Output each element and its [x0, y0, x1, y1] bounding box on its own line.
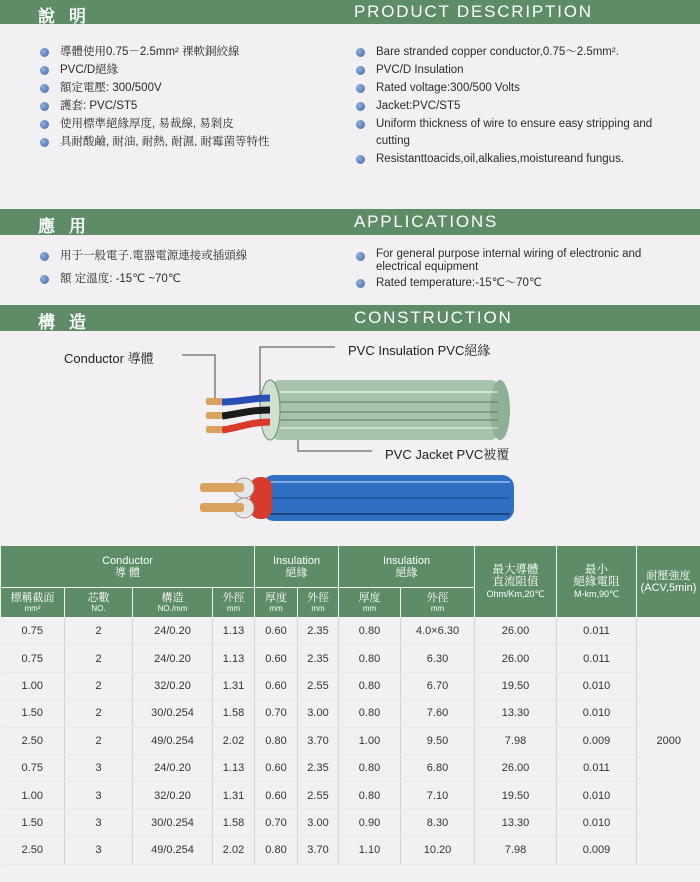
table-cell: 3: [65, 754, 133, 781]
bullet-icon: [40, 138, 49, 147]
table-cell: 0.60: [255, 645, 298, 672]
applications-header: [0, 209, 700, 235]
bullet-icon: [40, 84, 49, 93]
bullet-icon: [40, 66, 49, 75]
table-cell: 26.00: [475, 754, 557, 781]
table-cell: 2: [65, 727, 133, 754]
construction-heading-en: CONSTRUCTION: [354, 308, 513, 327]
table-row: [1, 618, 700, 645]
voltage-value: 2000: [637, 618, 700, 865]
spec-table-body: [1, 618, 700, 865]
table-cell: 2: [65, 645, 133, 672]
bullet-icon: [40, 120, 49, 129]
table-cell: 7.10: [401, 782, 475, 809]
table-row: [1, 782, 700, 809]
table-cell: 2.35: [298, 754, 339, 781]
table-cell: 3.70: [298, 727, 339, 754]
table-cell: 2.02: [213, 837, 255, 864]
list-item: 額 定溫度: -15℃ ~70℃: [40, 271, 330, 288]
table-cell: 0.60: [255, 672, 298, 699]
table-cell: 0.60: [255, 754, 298, 781]
table-cell: 30/0.254: [133, 700, 213, 727]
table-cell: 0.80: [339, 618, 401, 645]
table-cell: 3: [65, 837, 133, 864]
table-cell: 1.13: [213, 754, 255, 781]
table-row: [1, 809, 700, 836]
applications-list-en: [356, 248, 686, 293]
table-cell: 0.75: [1, 618, 65, 645]
table-row: [1, 672, 700, 699]
max-resistance-header: 最大導體 直流阻值 Ohm/Km,20℃: [475, 546, 557, 618]
table-cell: 0.009: [557, 727, 637, 754]
list-item: 導體使用0.75－2.5mm² 裸軟銅絞線: [40, 44, 330, 61]
jacket-label: PVC Jacket PVC被覆: [385, 447, 510, 462]
bullet-icon: [40, 102, 49, 111]
cable-diagram: [0, 332, 700, 542]
construction-header: [0, 305, 700, 331]
table-cell: 19.50: [475, 672, 557, 699]
table-cell: 32/0.20: [133, 782, 213, 809]
applications-heading-en: APPLICATIONS: [354, 212, 499, 231]
table-cell: 0.75: [1, 645, 65, 672]
table-cell: 32/0.20: [133, 672, 213, 699]
table-cell: 0.010: [557, 809, 637, 836]
table-cell: 1.50: [1, 809, 65, 836]
table-cell: 0.80: [255, 837, 298, 864]
conductor-group-header: Conductor 導 體: [1, 546, 255, 588]
bullet-icon: [356, 84, 365, 93]
sub-header: 芯數 NO.: [65, 588, 133, 618]
bullet-icon: [40, 275, 49, 284]
table-cell: 0.60: [255, 618, 298, 645]
table-cell: 0.60: [255, 782, 298, 809]
bullet-icon: [356, 155, 365, 164]
min-insulation-header: 最小 絕緣電阻 M-km,90℃: [557, 546, 637, 618]
list-item: Bare stranded copper conductor,0.75～2.5mm².: [356, 44, 686, 61]
table-cell: 13.30: [475, 700, 557, 727]
list-item: 護套: PVC/ST5: [40, 98, 330, 115]
table-cell: 24/0.20: [133, 754, 213, 781]
table-cell: 1.00: [1, 672, 65, 699]
table-cell: 24/0.20: [133, 618, 213, 645]
table-cell: 3.00: [298, 700, 339, 727]
table-cell: 0.80: [339, 672, 401, 699]
description-header: [0, 0, 700, 27]
description-list-zh: [40, 44, 330, 152]
list-item: Uniform thickness of wire to ensure easy stripping and cutting: [356, 116, 686, 150]
sub-header: 外徑 mm: [213, 588, 255, 618]
table-cell: 26.00: [475, 645, 557, 672]
list-item: For general purpose internal wiring of electronic and electrical equipment: [356, 248, 686, 274]
table-cell: 30/0.254: [133, 809, 213, 836]
table-cell: 2.55: [298, 782, 339, 809]
table-cell: 13.30: [475, 809, 557, 836]
table-cell: 0.80: [339, 700, 401, 727]
list-item: 用于一般電子.電器電源連接或插頭線: [40, 248, 330, 265]
table-cell: 2.50: [1, 727, 65, 754]
applications-heading-zh: 應用: [38, 217, 100, 237]
description-heading-en: PRODUCT DESCRIPTION: [354, 2, 593, 21]
bullet-icon: [40, 252, 49, 261]
list-item: Jacket:PVC/ST5: [356, 98, 686, 115]
bullet-icon: [356, 66, 365, 75]
table-cell: 0.90: [339, 809, 401, 836]
table-cell: 3: [65, 782, 133, 809]
insulation-group-header: Insulation 絕緣: [255, 546, 339, 588]
table-cell: 2: [65, 700, 133, 727]
table-cell: 49/0.254: [133, 837, 213, 864]
sub-header: 標稱截面 mm²: [1, 588, 65, 618]
table-cell: 1.13: [213, 645, 255, 672]
spec-table: [0, 545, 700, 865]
table-cell: 0.80: [339, 782, 401, 809]
table-cell: 0.80: [339, 754, 401, 781]
table-cell: 2: [65, 618, 133, 645]
table-cell: 0.010: [557, 672, 637, 699]
table-cell: 8.30: [401, 809, 475, 836]
table-cell: 2.02: [213, 727, 255, 754]
table-cell: 0.70: [255, 700, 298, 727]
table-cell: 1.31: [213, 672, 255, 699]
flat-cable: [200, 475, 514, 521]
table-cell: 3.00: [298, 809, 339, 836]
table-cell: 6.80: [401, 754, 475, 781]
table-cell: 0.010: [557, 700, 637, 727]
table-cell: 24/0.20: [133, 645, 213, 672]
construction-heading-zh: 構造: [38, 313, 100, 333]
table-cell: 2.55: [298, 672, 339, 699]
bullet-icon: [356, 279, 365, 288]
sub-header: 構造 NO./mm: [133, 588, 213, 618]
table-cell: 7.60: [401, 700, 475, 727]
table-cell: 1.13: [213, 618, 255, 645]
table-cell: 2.35: [298, 645, 339, 672]
table-cell: 26.00: [475, 618, 557, 645]
table-row: [1, 727, 700, 754]
table-cell: 7.98: [475, 837, 557, 864]
table-cell: 0.011: [557, 645, 637, 672]
list-item: 額定電壓: 300/500V: [40, 80, 330, 97]
jacket-group-header: Insulation 絕緣: [339, 546, 475, 588]
table-cell: 2.50: [1, 837, 65, 864]
voltage-header: 耐壓強度 (ACV,5min): [637, 546, 700, 618]
table-cell: 9.50: [401, 727, 475, 754]
bullet-icon: [40, 48, 49, 57]
list-item: Resistanttoacids,oil,alkalies,moistureand fungus.: [356, 151, 686, 168]
table-cell: 3.70: [298, 837, 339, 864]
table-cell: 3: [65, 809, 133, 836]
table-cell: 6.70: [401, 672, 475, 699]
table-cell: 0.010: [557, 782, 637, 809]
list-item: PVC/D絕緣: [40, 62, 330, 79]
round-cable: [206, 380, 510, 440]
table-cell: 0.011: [557, 618, 637, 645]
table-cell: 1.00: [1, 782, 65, 809]
description-heading-zh: 說明: [38, 7, 100, 27]
bullet-icon: [356, 48, 365, 57]
table-row: [1, 700, 700, 727]
table-cell: 4.0×6.30: [401, 618, 475, 645]
bullet-icon: [356, 102, 365, 111]
table-cell: 1.58: [213, 809, 255, 836]
table-cell: 10.20: [401, 837, 475, 864]
insulation-label: PVC Insulation PVC絕緣: [348, 343, 491, 358]
table-cell: 1.50: [1, 700, 65, 727]
conductor-label: Conductor 導體: [64, 351, 154, 366]
bullet-icon: [356, 120, 365, 129]
sub-header: 厚度 mm: [339, 588, 401, 618]
list-item: PVC/D Insulation: [356, 62, 686, 79]
table-cell: 1.00: [339, 727, 401, 754]
table-cell: 1.10: [339, 837, 401, 864]
table-cell: 0.70: [255, 809, 298, 836]
table-cell: 0.80: [339, 645, 401, 672]
table-row: [1, 645, 700, 672]
list-item: Rated voltage:300/500 Volts: [356, 80, 686, 97]
table-cell: 49/0.254: [133, 727, 213, 754]
table-cell: 19.50: [475, 782, 557, 809]
table-cell: 0.009: [557, 837, 637, 864]
table-cell: 7.98: [475, 727, 557, 754]
list-item: Rated temperature:-15℃～70℃: [356, 275, 686, 292]
table-cell: 2.35: [298, 618, 339, 645]
table-row: [1, 837, 700, 864]
list-item: 具耐酸鹼, 耐油, 耐熱, 耐濕, 耐霉菌等特性: [40, 134, 330, 151]
applications-list-zh: [40, 248, 330, 289]
table-cell: 0.80: [255, 727, 298, 754]
table-cell: 2: [65, 672, 133, 699]
sub-header: 外徑 mm: [298, 588, 339, 618]
table-cell: 1.58: [213, 700, 255, 727]
sub-header: 外徑 mm: [401, 588, 475, 618]
table-cell: 6.30: [401, 645, 475, 672]
list-item: 使用標準絕緣厚度, 易裁線, 易剝皮: [40, 116, 330, 133]
conductor-leader-line: [182, 355, 215, 400]
table-cell: 0.75: [1, 754, 65, 781]
sub-header: 厚度 mm: [255, 588, 298, 618]
description-list-en: [356, 44, 686, 169]
table-cell: 1.31: [213, 782, 255, 809]
table-row: [1, 754, 700, 781]
table-cell: 0.011: [557, 754, 637, 781]
bullet-icon: [356, 252, 365, 261]
